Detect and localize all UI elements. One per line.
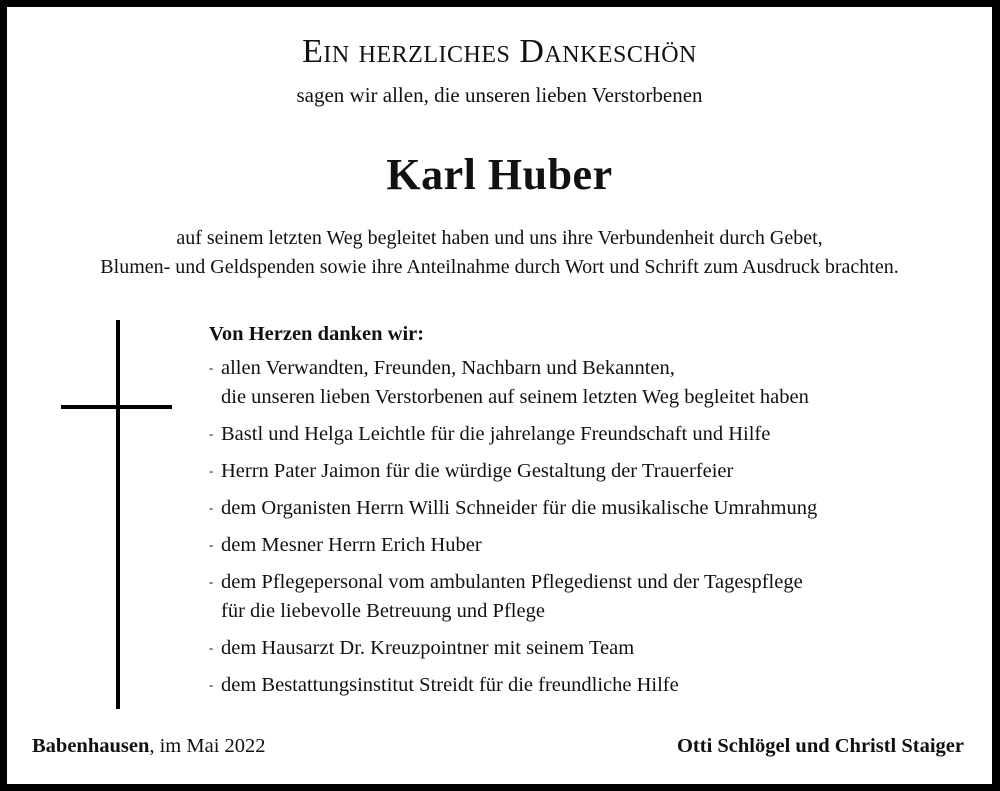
cross-vertical-bar bbox=[116, 320, 120, 709]
list-item-continuation: für die liebevolle Betreuung und Pflege bbox=[221, 600, 545, 622]
list-item-text: Herrn Pater Jaimon für die würdige Gestaltung der Trauerfeier bbox=[221, 460, 734, 482]
dash-bullet-icon: - bbox=[209, 677, 214, 692]
intro-line-2: Blumen- und Geldspenden sowie ihre Anteilnahme durch Wort und Schrift zum Ausdruck brachten. bbox=[100, 256, 899, 278]
thanks-list bbox=[209, 317, 817, 707]
list-item bbox=[209, 670, 817, 700]
dash-bullet-icon: - bbox=[209, 537, 214, 552]
date: , im Mai 2022 bbox=[149, 735, 266, 757]
cross-horizontal-bar bbox=[61, 405, 172, 409]
place-and-date bbox=[32, 735, 266, 758]
dash-bullet-icon: - bbox=[209, 574, 214, 589]
list-item-text: dem Mesner Herrn Erich Huber bbox=[221, 534, 482, 556]
list-item bbox=[209, 567, 817, 626]
list-item-text: allen Verwandten, Freunden, Nachbarn und Bekannten, bbox=[221, 357, 675, 379]
intro-line-1: auf seinem letzten Weg begleitet haben und uns ihre Verbundenheit durch Gebet, bbox=[176, 227, 823, 249]
notice-subtitle: sagen wir allen, die unseren lieben Verstorbenen bbox=[296, 83, 703, 107]
signatories: Otti Schlögel und Christl Staiger bbox=[676, 735, 964, 757]
obituary-thank-you-notice bbox=[7, 7, 992, 784]
list-item bbox=[209, 419, 817, 449]
deceased-name: Karl Huber bbox=[386, 150, 613, 199]
notice-title: Ein herzliches Dankeschön bbox=[302, 33, 697, 70]
dash-bullet-icon: - bbox=[209, 360, 214, 375]
dash-bullet-icon: - bbox=[209, 463, 214, 478]
list-item bbox=[209, 493, 817, 523]
list-item bbox=[209, 633, 817, 663]
list-item-text: dem Bestattungsinstitut Streidt für die freundliche Hilfe bbox=[221, 674, 679, 696]
list-item-text: Bastl und Helga Leichtle für die jahrelange Freundschaft und Hilfe bbox=[221, 423, 771, 445]
dash-bullet-icon: - bbox=[209, 426, 214, 441]
list-item-text: dem Hausarzt Dr. Kreuzpointner mit seinem Team bbox=[221, 637, 635, 659]
list-item bbox=[209, 530, 817, 560]
list-item-text: dem Pflegepersonal vom ambulanten Pflegedienst und der Tagespflege bbox=[221, 571, 803, 593]
list-item bbox=[209, 353, 817, 412]
dash-bullet-icon: - bbox=[209, 500, 214, 515]
thanks-heading: Von Herzen danken wir: bbox=[209, 323, 425, 345]
list-item-continuation: die unseren lieben Verstorbenen auf seinem letzten Weg begleitet haben bbox=[221, 386, 809, 408]
place: Babenhausen bbox=[32, 735, 150, 757]
dash-bullet-icon: - bbox=[209, 640, 214, 655]
list-item bbox=[209, 456, 817, 486]
list-item-text: dem Organisten Herrn Willi Schneider für die musikalische Umrahmung bbox=[221, 497, 818, 519]
